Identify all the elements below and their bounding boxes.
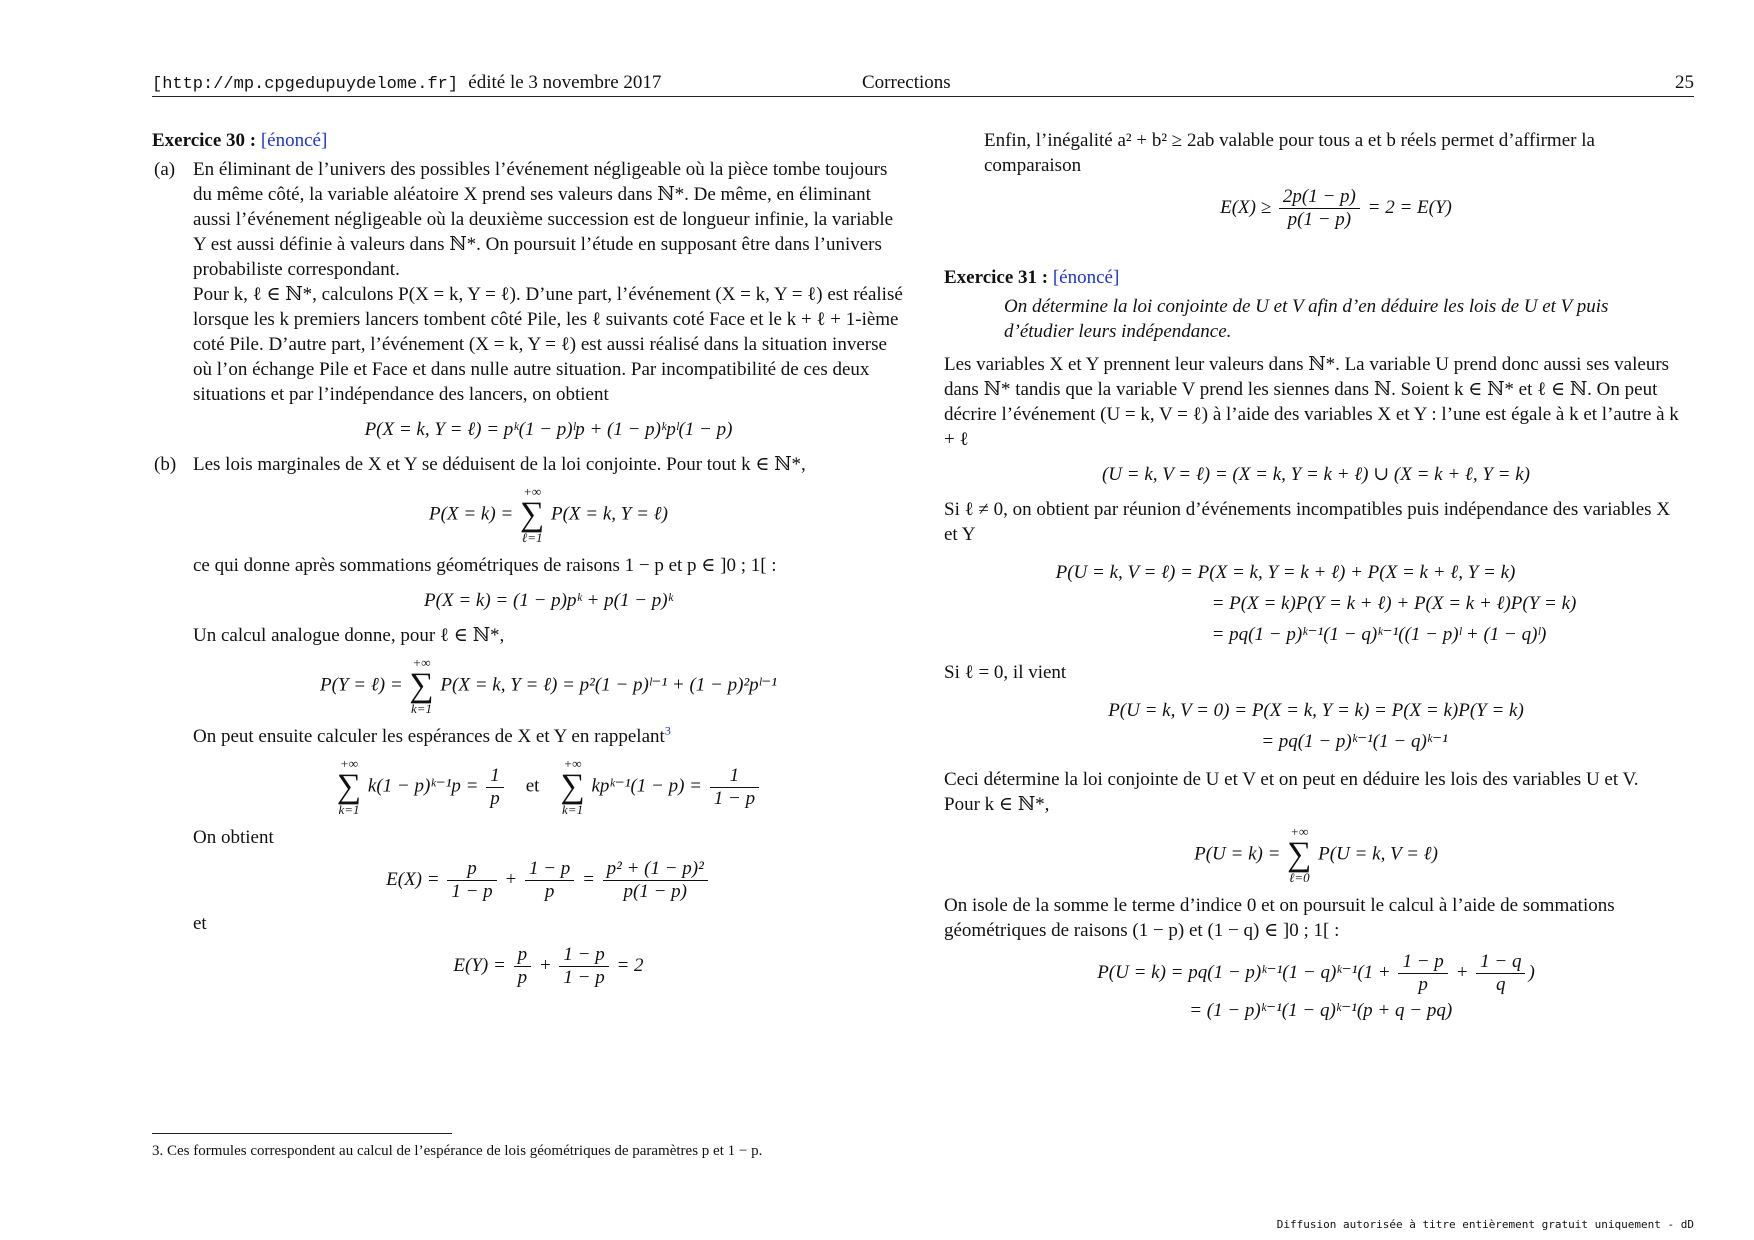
header-url[interactable]: [http://mp.cpgedupuydelome.fr] édité le 3 novembre 2017 (152, 72, 662, 94)
part-b (152, 452, 904, 989)
marginal-u-sum: P(U = k) = +∞ ∑ ℓ=0 P(U = k, V = ℓ) (1194, 824, 1438, 885)
comparison-equation: E(X) ≥ $\frac{2p(1 - p)}{p(1 - p)}$ = 2 = E(Y) (1220, 186, 1452, 230)
geometric-sums: +∞ ∑ k=1 k(1 − p)ᵏ⁻¹p = $\frac{1}{p}$ et +∞ ∑ k=1 kpᵏ⁻¹(1 − p) = $\frac{1}{1 - p}$ (193, 757, 904, 817)
exercise-31-link[interactable]: [énoncé] (1052, 267, 1120, 288)
ex31-text5: Ceci détermine la loi conjointe de U et V et on peut en déduire les lois des variables U et V. (944, 769, 1639, 790)
sum-symbol: +∞ ∑ k=1 (336, 756, 362, 817)
left-column (152, 128, 904, 997)
joint-law-l-nonzero: P(U = k, V = ℓ) = P(X = k, Y = k + ℓ) + P(X = k + ℓ, Y = k) = P(X = k)P(Y = k + ℓ) + P(X = k + ℓ)P(Y = k) = pq(1 − p)ᵏ⁻¹(1 − q)ᵏ⁻¹((1 − p)ˡ + (1 − q)ˡ) (1055, 562, 1577, 645)
footer-notice: Diffusion autorisée à titre entièrement gratuit uniquement - dD (1276, 1218, 1694, 1231)
part-b-text2: ce qui donne après sommations géométriques de raisons 1 − p et p ∈ ]0 ; 1[ : (193, 555, 777, 576)
page-header (152, 68, 1694, 97)
part-b-text6: et (193, 913, 207, 934)
sum-symbol: +∞ ∑ ℓ=0 (1287, 824, 1312, 885)
header-date: édité le 3 novembre 2017 (468, 72, 662, 93)
exercise-31-title: Exercice 31 : [énoncé] (944, 267, 1120, 288)
fraction: $\frac{1}{1 - p}$ (710, 765, 759, 810)
exercise-30-title: Exercice 30 : [énoncé] (152, 130, 328, 151)
marginal-y-sum: P(Y = ℓ) = +∞ ∑ k=1 P(X = k, Y = ℓ) = p²(1 − p)ˡ⁻¹ + (1 − p)²pˡ⁻¹ (320, 655, 777, 716)
fraction: $\frac{1}{p}$ (486, 765, 504, 810)
footnote-mark[interactable]: 3 (664, 723, 671, 738)
right-column (944, 128, 1688, 1034)
ex31-text6: Pour k ∈ ℕ*, (944, 794, 1050, 815)
marginal-x-result: P(X = k) = (1 − p)pᵏ + p(1 − p)ᵏ (424, 590, 673, 611)
sum-symbol: +∞ ∑ k=1 (409, 655, 434, 716)
event-decomposition: (U = k, V = ℓ) = (X = k, Y = k + ℓ) ∪ (X = k + ℓ, Y = k) (1101, 464, 1530, 485)
sum-symbol: +∞ ∑ k=1 (560, 756, 585, 817)
joint-law-l-zero: P(U = k, V = 0) = P(X = k, Y = k) = P(X = k)P(Y = k) = pq(1 − p)ᵏ⁻¹(1 − q)ᵏ⁻¹ (1108, 700, 1524, 752)
ex31-text3: Si ℓ ≠ 0, on obtient par réunion d’événements incompatibles puis indépendance des variables X et Y (944, 499, 1671, 545)
part-a-text1: En éliminant de l’univers des possibles l’événement négligeable où la pièce tombe toujours du même côté, la variable aléatoire X prend ses valeurs dans ℕ*. De même, en éliminant aussi l’événement négligeable où la deuxième succession est de longueur infinie, la variable Y est aussi définie à valeurs dans ℕ*. On poursuit l’étude en supposant être dans l’univers probabiliste correspondant. (193, 159, 894, 280)
part-a (152, 157, 904, 442)
part-a-label: (a) (154, 159, 176, 180)
expectation-y: E(Y) = $\frac{p}{p}$ + $\frac{1 - p}{1 - p}$ = 2 (453, 944, 644, 988)
ex31-text2: Les variables X et Y prennent leur valeurs dans ℕ*. La variable U prend donc aussi ses valeurs dans ℕ* tandis que la variable V prend les siennes dans ℕ. Soient k ∈ ℕ* et ℓ ∈ ℕ. On peut décrire l’événement (U = k, V = ℓ) à l’aide des variables X et Y : l’une est égale à k et l’autre à k + ℓ (944, 354, 1679, 450)
exercise-31-intro: On détermine la loi conjointe de U et V afin d’en déduire les lois de U et V puis d’étudier leurs indépendance. (1004, 296, 1609, 342)
marginal-u-result: P(U = k) = pq(1 − p)ᵏ⁻¹(1 − q)ᵏ⁻¹(1 + $\frac{1 - p}{p}$ + $\frac{1 - q}{q}$ ) = (1 − p)ᵏ⁻¹(1 − q)ᵏ⁻¹(p + q − pq) (1097, 951, 1535, 1021)
comparison-text: Enfin, l’inégalité a² + b² ≥ 2ab valable pour tous a et b réels permet d’affirmer la comparaison (984, 130, 1595, 176)
footnote: 3. Ces formules correspondent au calcul de l’espérance de lois géométriques de paramètres p et 1 − p. (152, 1143, 763, 1159)
part-a-text2: Pour k, ℓ ∈ ℕ*, calculons P(X = k, Y = ℓ). D’une part, l’événement (X = k, Y = ℓ) est réalisé lorsque les k premiers lancers tombent côté Pile, les ℓ suivants coté Face et le k + ℓ + 1-ième coté Pile. D’autre part, l’événement (X = k, Y = ℓ) est aussi réalisé dans la situation inverse où l’on échange Pile et Face et dans nulle autre situation. Par incompatibilité de ces deux situations et par l’indépendance des lancers, on obtient (193, 284, 903, 405)
page-number: 25 (1675, 72, 1694, 93)
sum-symbol: +∞ ∑ ℓ=1 (520, 484, 545, 545)
marginal-x-sum: P(X = k) = +∞ ∑ ℓ=1 P(X = k, Y = ℓ) (429, 484, 668, 545)
ex31-text7: On isole de la somme le terme d’indice 0 et on poursuit le calcul à l’aide de sommations géométriques de raisons (1 − p) et (1 − q) ∈ ]0 ; 1[ : (944, 895, 1615, 941)
ex31-text4: Si ℓ = 0, il vient (944, 662, 1067, 683)
expectation-x: E(X) = $\frac{p}{1 - p}$ + $\frac{1 - p}{p}$ = $\frac{\text{p² + (1 − p)²}}{p(1 - p)}$ (193, 858, 904, 903)
part-a-equation: P(X = k, Y = ℓ) = pᵏ(1 − p)ˡp + (1 − p)ᵏpˡ(1 − p) (364, 419, 733, 440)
footnote-rule (152, 1133, 452, 1134)
part-b-text1: Les lois marginales de X et Y se déduisent de la loi conjointe. Pour tout k ∈ ℕ*, (193, 454, 806, 475)
part-b-text4: On peut ensuite calculer les espérances de X et Y en rappelant$^3$ (193, 723, 671, 747)
header-section: Corrections (862, 72, 951, 93)
part-b-label: (b) (154, 454, 177, 475)
part-b-text5: On obtient (193, 827, 274, 848)
exercise-30-link[interactable]: [énoncé] (260, 130, 328, 151)
part-b-text3: Un calcul analogue donne, pour ℓ ∈ ℕ*, (193, 625, 505, 646)
